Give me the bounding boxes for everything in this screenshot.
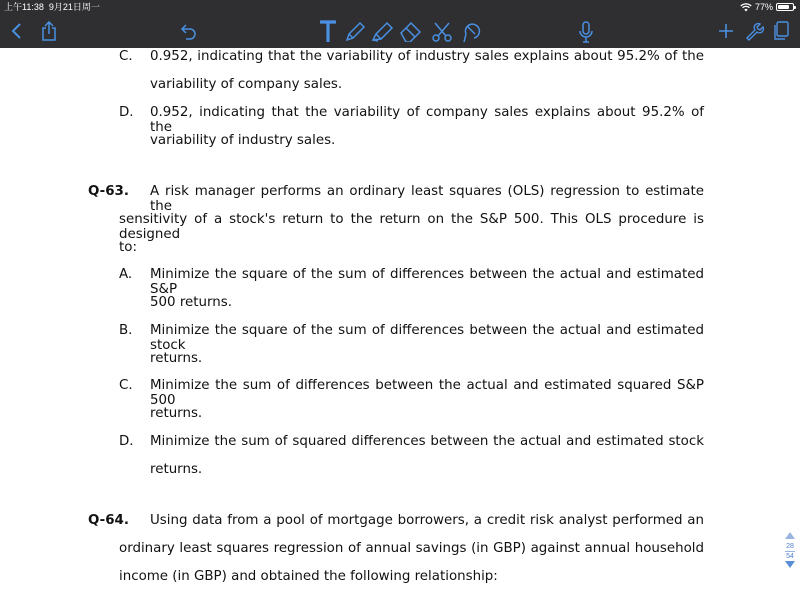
page-icon[interactable] — [772, 21, 790, 41]
page-current: 28 — [786, 543, 794, 550]
status-bar — [0, 0, 800, 14]
question-number: Q-64. — [88, 513, 129, 528]
option-letter: C. — [119, 378, 133, 393]
battery-icon — [776, 3, 794, 11]
wrench-icon[interactable] — [744, 21, 764, 41]
option-text: returns. — [150, 351, 203, 366]
pen-icon[interactable] — [344, 21, 366, 43]
toolbar — [0, 14, 800, 48]
scissors-icon[interactable] — [430, 20, 454, 44]
scroll-down-icon[interactable] — [785, 561, 795, 568]
status-time-date — [4, 0, 100, 14]
status-right — [740, 0, 794, 14]
option-text: returns. — [150, 462, 203, 477]
option-text: 500 returns. — [150, 295, 232, 310]
option-text: 0.952, indicating that the variability of company sales explains about 95.2% of the — [150, 105, 704, 135]
question-text: income (in GBP) and obtained the following relationship: — [119, 569, 498, 584]
scroll-up-icon[interactable] — [785, 532, 795, 539]
highlighter-icon[interactable] — [370, 21, 394, 43]
microphone-icon[interactable] — [578, 21, 594, 43]
option-text: Minimize the sum of squared differences between the actual and estimated stock — [150, 434, 704, 449]
question-text: ordinary least squares regression of annual savings (in GBP) against annual household — [119, 541, 704, 556]
share-icon[interactable] — [40, 21, 58, 41]
undo-icon[interactable] — [180, 22, 198, 40]
option-letter: A. — [119, 267, 133, 282]
status-time: 上午11:38 — [4, 2, 44, 12]
battery-percent: 77% — [754, 2, 773, 12]
page-total: 54 — [786, 553, 794, 560]
add-icon[interactable] — [718, 23, 734, 39]
option-text: variability of company sales. — [150, 77, 343, 92]
eraser-icon[interactable] — [398, 20, 424, 42]
battery-fill — [778, 5, 789, 9]
wifi-icon — [740, 3, 752, 12]
question-text: Using data from a pool of mortgage borrowers, a credit risk analyst performed an — [150, 513, 704, 528]
text-tool-icon[interactable] — [318, 18, 338, 44]
document-page[interactable] — [0, 48, 800, 600]
option-text: returns. — [150, 406, 203, 421]
option-text: 0.952, indicating that the variability of industry sales explains about 95.2% of the — [150, 49, 704, 64]
option-text: Minimize the square of the sum of differences between the actual and estimated S&P — [150, 267, 704, 297]
option-text: variability of industry sales. — [150, 133, 336, 148]
lasso-icon[interactable] — [460, 20, 482, 44]
page-scroll-indicator[interactable] — [782, 532, 798, 580]
option-text: Minimize the square of the sum of differences between the actual and estimated stock — [150, 323, 704, 353]
option-text: Minimize the sum of differences between the actual and estimated squared S&P 500 — [150, 378, 704, 408]
question-number: Q-63. — [88, 184, 129, 199]
option-letter: D. — [119, 434, 134, 449]
option-letter: B. — [119, 323, 133, 338]
status-date: 9月21日周一 — [48, 2, 100, 12]
question-text: A risk manager performs an ordinary least squares (OLS) regression to estimate the — [150, 184, 704, 214]
question-text: sensitivity of a stock's return to the return on the S&P 500. This OLS procedure is designed — [119, 212, 704, 242]
option-letter: D. — [119, 105, 134, 120]
question-text: to: — [119, 240, 137, 255]
back-chevron-icon[interactable] — [10, 23, 24, 39]
option-letter: C. — [119, 49, 133, 64]
